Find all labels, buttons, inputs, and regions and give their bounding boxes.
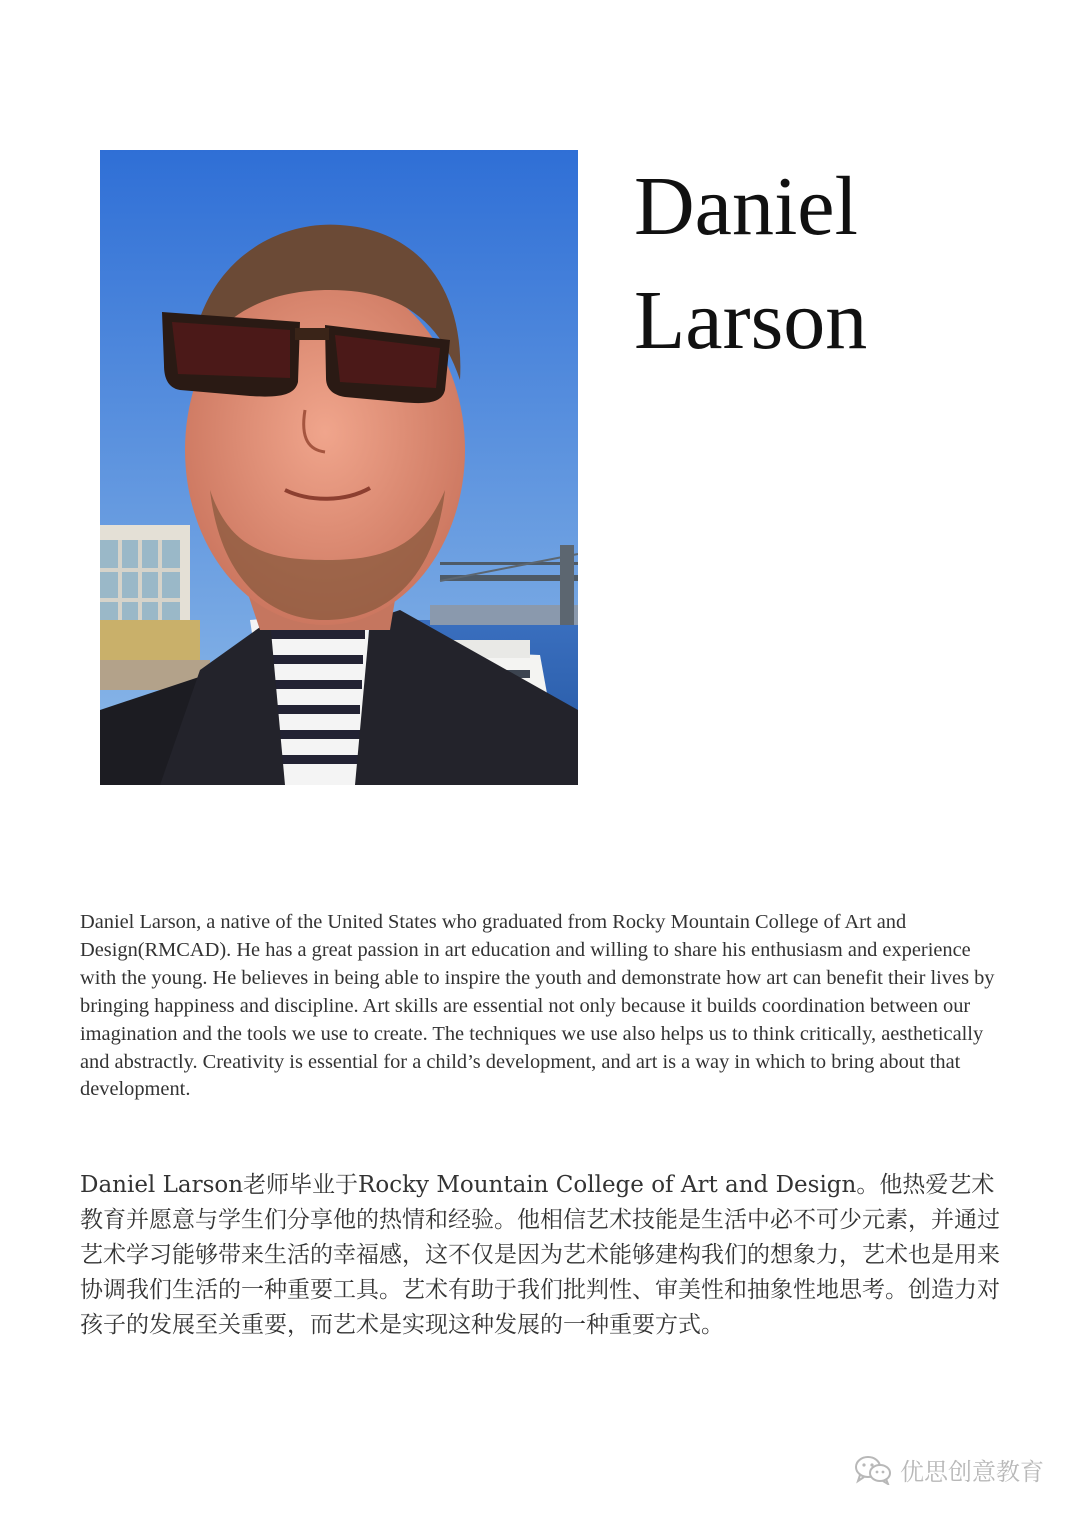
last-name: Larson: [634, 274, 868, 367]
wechat-icon: [854, 1455, 892, 1485]
first-name: Daniel: [634, 160, 858, 253]
person-name: [634, 150, 1054, 378]
watermark-text: 优思创意教育: [900, 1458, 1044, 1486]
bio-chinese: Daniel Larson老师毕业于Rocky Mountain College of Art and Design。他热爱艺术教育并愿意与学生们分享他的热情和经验。他相信艺术技能是生活中必不可少元素，并通过艺术学习能够带来生活的幸福感，这不仅是因为艺术能够建构我们的想象力，艺术也是用来协调我们生活的一种重要工具。艺术有助于我们批判性、审美性和抽象性地思考。创造力对孩子的发展至关重要，而艺术是实现这种发展的一种重要方式。: [80, 1172, 1000, 1338]
bio-english: Daniel Larson, a native of the United States who graduated from Rocky Mountain College of Art and Design(RMCAD). He has a great passion in art education and willing to share his enthusiasm and experience with the young. He believes in being able to inspire the youth and demonstrate how art can benefit their lives by bringing happiness and discipline. Art skills are essential not only because it builds coordination between our imagination and the tools we use to create. The techniques we use also helps us to think critically, aesthetically and abstractly. Creativity is essential for a child’s development, and art is a way in which to bring about that development.: [80, 911, 995, 1101]
portrait-photo: [100, 150, 578, 785]
watermark: [854, 1452, 1044, 1487]
portrait-illustration: [100, 150, 578, 785]
